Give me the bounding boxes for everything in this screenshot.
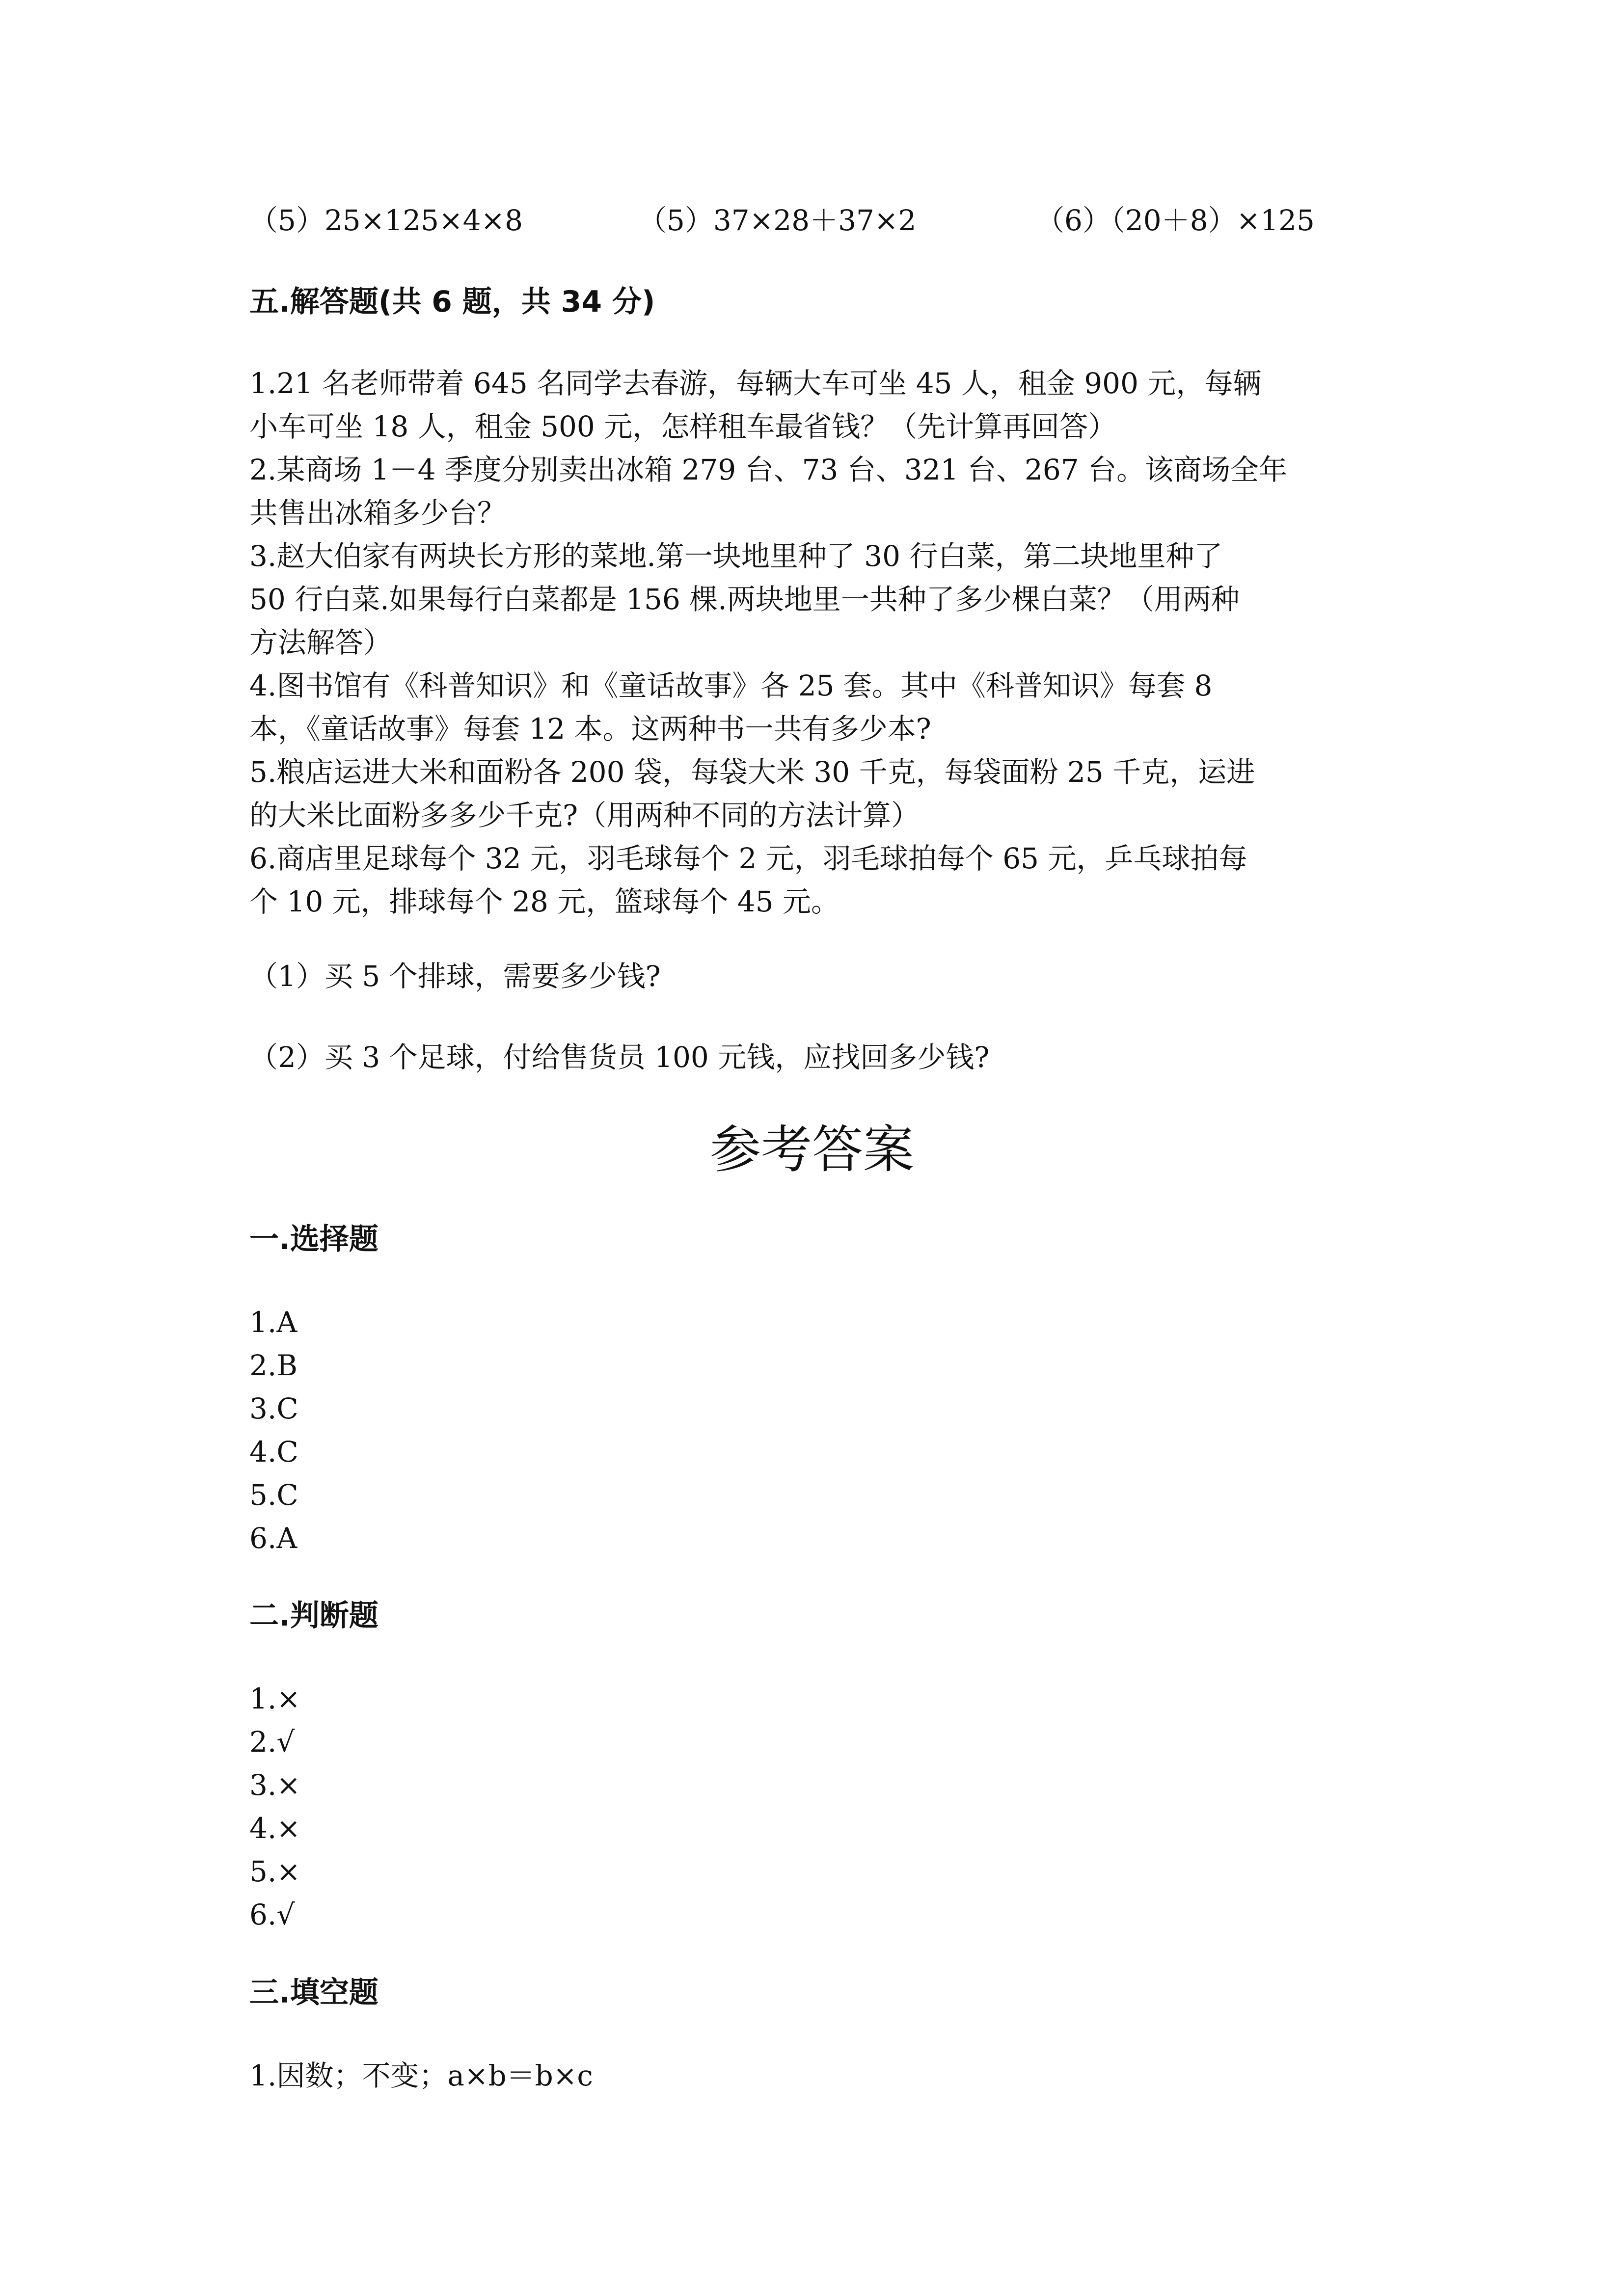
sub-question: （1）买 5 个排球，需要多少钱? bbox=[249, 960, 661, 993]
question-line: 3.赵大伯家有两块长方形的菜地.第一块地里种了 30 行白菜，第二块地里种了 bbox=[249, 539, 1223, 573]
question-line: 小车可坐 18 人，租金 500 元，怎样租车最省钱？（先计算再回答） bbox=[249, 410, 1117, 443]
question-line: 1.21 名老师带着 645 名同学去春游，每辆大车可坐 45 人，租金 900 元，每辆 bbox=[249, 367, 1262, 400]
question-line: 方法解答） bbox=[249, 626, 392, 659]
section-heading-5: 五.解答题(共 6 题，共 34 分) bbox=[249, 285, 655, 319]
question-line: 50 行白菜.如果每行白菜都是 156 棵.两块地里一共种了多少棵白菜？（用两种 bbox=[249, 583, 1240, 616]
answer-item: 5.× bbox=[249, 1855, 300, 1888]
expression-2: （5）37×28＋37×2 bbox=[638, 204, 917, 237]
answer-item: 2.B bbox=[249, 1349, 298, 1382]
answer-item: 1.× bbox=[249, 1682, 300, 1715]
answer-item: 3.C bbox=[249, 1392, 298, 1425]
question-line: 的大米比面粉多多少千克?（用两种不同的方法计算） bbox=[249, 799, 920, 832]
question-line: 个 10 元，排球每个 28 元，篮球每个 45 元。 bbox=[249, 885, 840, 918]
question-line: 2.某商场 1－4 季度分别卖出冰箱 279 台、73 台、321 台、267 台。该商场全年 bbox=[249, 453, 1288, 486]
expression-3: （6）（20＋8）×125 bbox=[1036, 204, 1315, 237]
answer-item: 6.√ bbox=[249, 1898, 295, 1931]
answer-item: 1.因数；不变；a×b＝b×c bbox=[249, 2059, 593, 2092]
question-line: 4.图书馆有《科普知识》和《童话故事》各 25 套。其中《科普知识》每套 8 bbox=[249, 669, 1213, 702]
question-line: 本，《童话故事》每套 12 本。这两种书一共有多少本? bbox=[249, 712, 931, 746]
answer-item: 2.√ bbox=[249, 1725, 295, 1759]
expression-1: （5）25×125×4×8 bbox=[249, 204, 523, 237]
answer-item: 3.× bbox=[249, 1768, 300, 1802]
answers-title: 参考答案 bbox=[709, 1120, 914, 1179]
answer-item: 1.A bbox=[249, 1306, 298, 1339]
answer-item: 4.× bbox=[249, 1812, 300, 1845]
answer-item: 4.C bbox=[249, 1435, 298, 1468]
answer-section-heading: 三.填空题 bbox=[249, 1976, 379, 2010]
sub-question: （2）买 3 个足球，付给售货员 100 元钱，应找回多少钱? bbox=[249, 1041, 990, 1074]
answer-item: 6.A bbox=[249, 1522, 298, 1555]
question-line: 5.粮店运进大米和面粉各 200 袋，每袋大米 30 千克，每袋面粉 25 千克，运进 bbox=[249, 755, 1255, 789]
question-line: 共售出冰箱多少台？ bbox=[249, 496, 506, 530]
answer-item: 5.C bbox=[249, 1478, 298, 1512]
question-line: 6.商店里足球每个 32 元，羽毛球每个 2 元，羽毛球拍每个 65 元，乒乓球拍每 bbox=[249, 842, 1247, 875]
answer-section-heading: 一.选择题 bbox=[249, 1222, 379, 1256]
answer-section-heading: 二.判断题 bbox=[249, 1599, 379, 1633]
